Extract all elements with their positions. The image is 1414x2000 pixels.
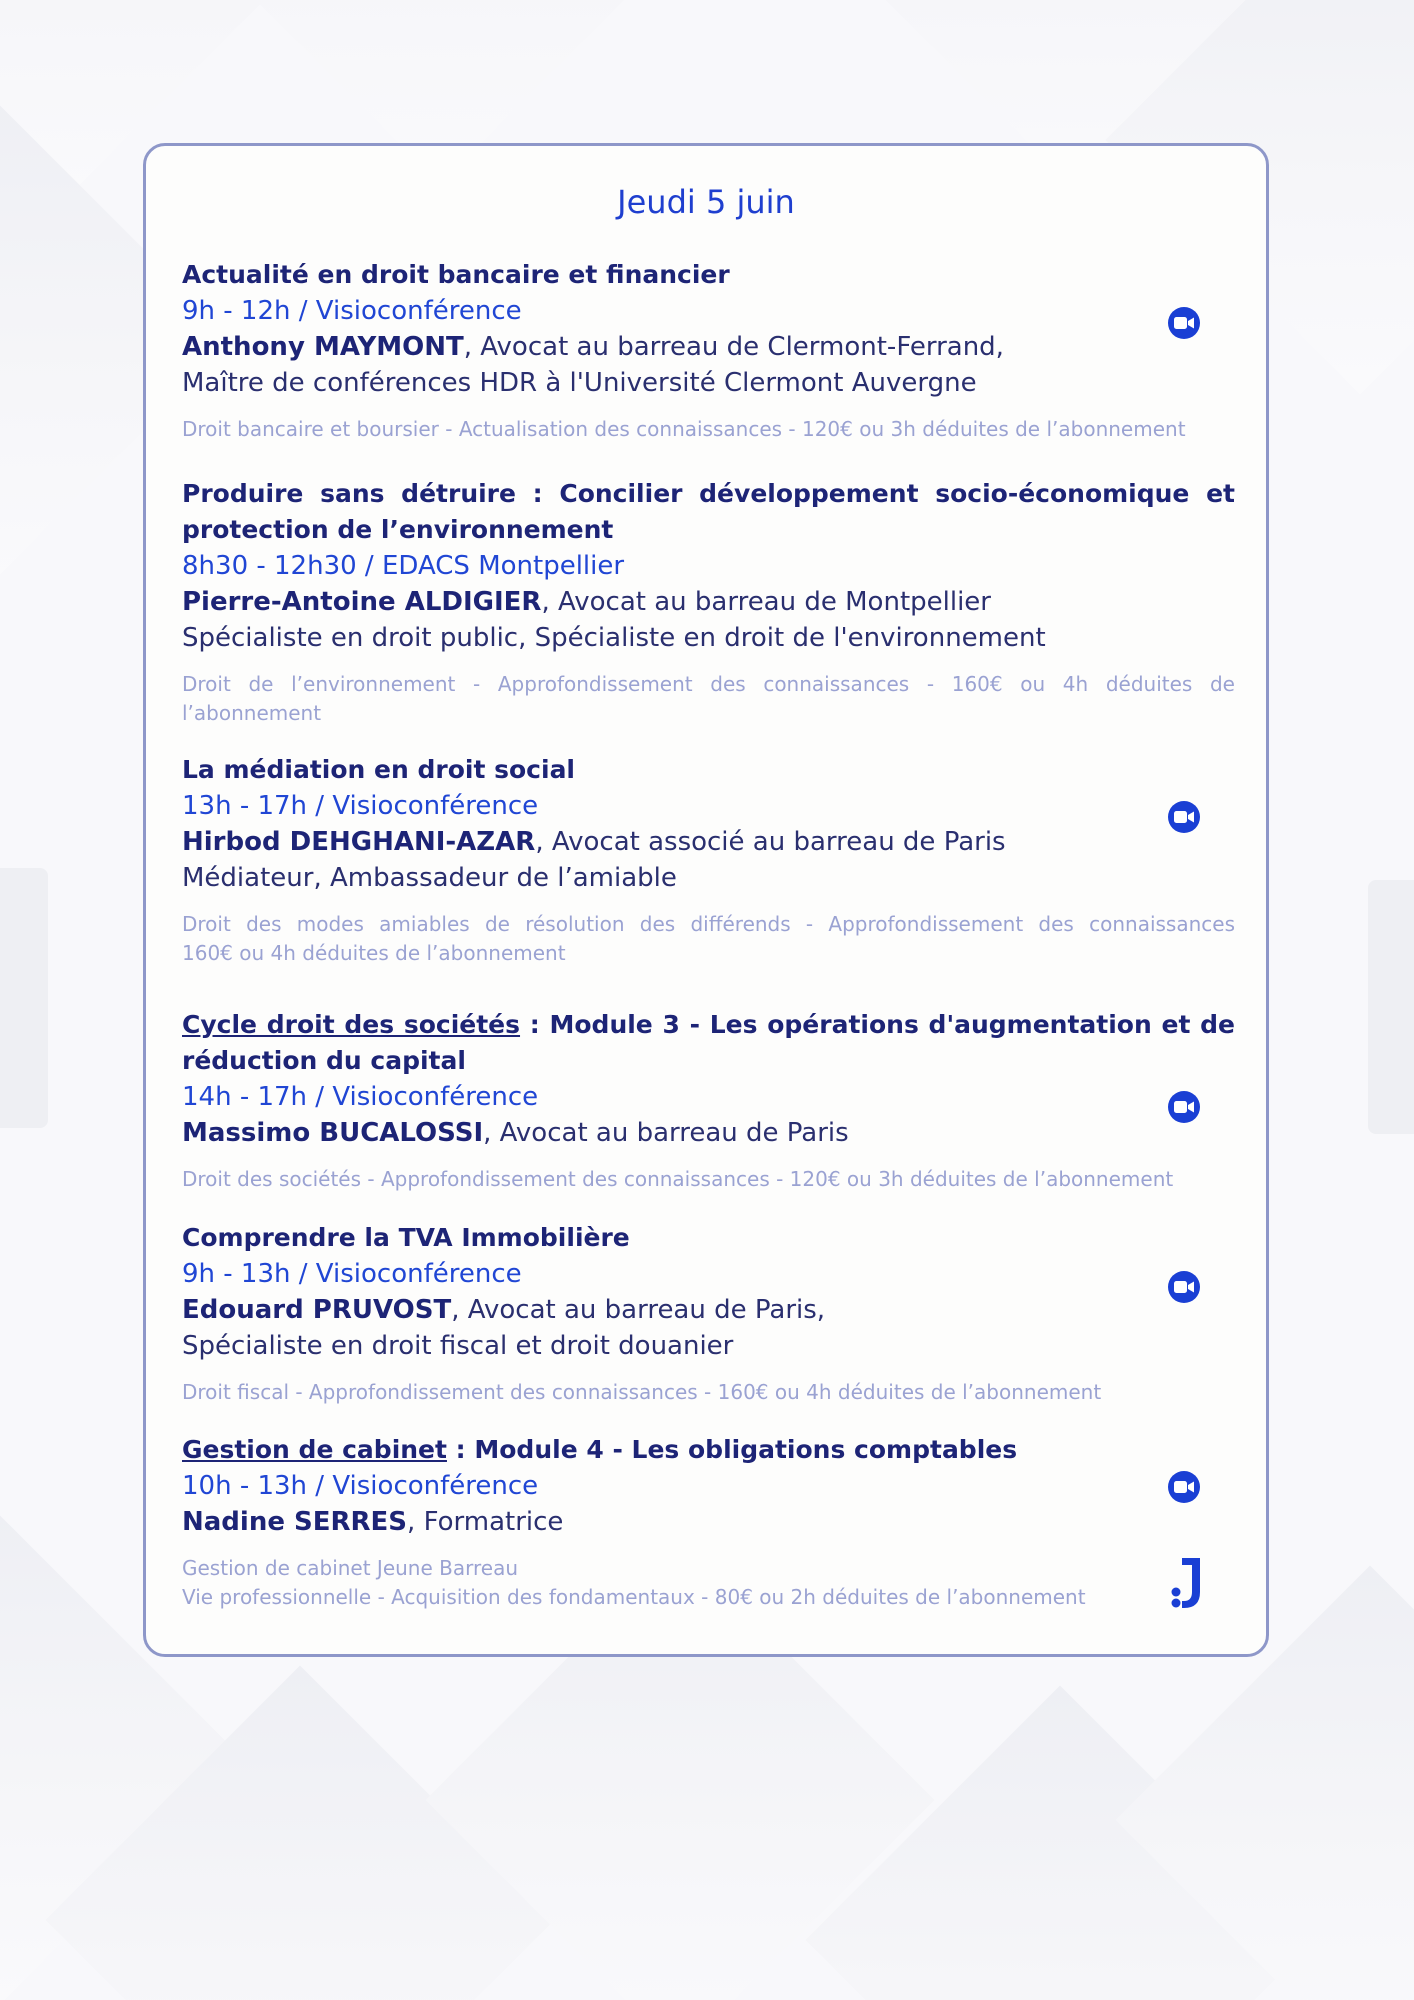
session-speaker xyxy=(182,1292,1235,1328)
session-meta-line: Gestion de cabinet Jeune Barreau xyxy=(182,1556,519,1580)
video-camera-icon xyxy=(1168,1271,1200,1303)
session-speaker xyxy=(182,1504,1235,1540)
session-title xyxy=(182,1007,1235,1079)
session-title: Produire sans détruire : Concilier développement socio-économique et protection de l’environnement xyxy=(182,479,1235,544)
schedule-card xyxy=(143,143,1269,1657)
jeune-barreau-j-icon xyxy=(1160,1554,1212,1610)
session-5 xyxy=(182,1220,1235,1407)
session-speaker xyxy=(182,1115,1235,1151)
video-camera-icon xyxy=(1168,801,1200,833)
speaker-role: , Avocat au barreau de Montpellier xyxy=(541,587,991,617)
speaker-role: , Avocat au barreau de Clermont-Ferrand, xyxy=(463,332,1004,362)
speaker-name: Edouard PRUVOST xyxy=(182,1295,452,1325)
video-camera-icon xyxy=(1168,1471,1200,1503)
session-time: 9h - 13h / Visioconférence xyxy=(182,1259,522,1289)
speaker-details: Spécialiste en droit fiscal et droit douanier xyxy=(182,1331,734,1361)
speaker-role: , Avocat au barreau de Paris, xyxy=(451,1295,826,1325)
right-side-tab xyxy=(1368,880,1414,1134)
session-time: 13h - 17h / Visioconférence xyxy=(182,791,539,821)
session-6 xyxy=(182,1432,1235,1612)
day-title: Jeudi 5 juin xyxy=(617,183,795,221)
cycle-link[interactable]: Cycle droit des sociétés xyxy=(182,1010,521,1039)
session-title-rest: : Module 3 - Les opérations d'augmentation et de réduction du capital xyxy=(182,1010,1236,1075)
session-title: Comprendre la TVA Immobilière xyxy=(182,1223,630,1252)
session-3 xyxy=(182,752,1235,968)
speaker-role: , Avocat au barreau de Paris xyxy=(483,1118,849,1148)
session-title: Actualité en droit bancaire et financier xyxy=(182,260,730,289)
session-time: 8h30 - 12h30 / EDACS Montpellier xyxy=(182,551,625,581)
session-title xyxy=(182,1432,1235,1468)
session-speaker xyxy=(182,329,1235,365)
session-1 xyxy=(182,257,1235,444)
video-camera-icon xyxy=(1168,1091,1200,1123)
speaker-details: Maître de conférences HDR à l'Université Clermont Auvergne xyxy=(182,368,977,398)
speaker-details: Médiateur, Ambassadeur de l’amiable xyxy=(182,863,677,893)
session-meta-line: Vie professionnelle - Acquisition des fondamentaux - 80€ ou 2h déduites de l’abonnement xyxy=(182,1585,1086,1609)
session-meta: Droit bancaire et boursier - Actualisation des connaissances - 120€ ou 3h déduites de l’abonnement xyxy=(182,417,1186,441)
session-speaker xyxy=(182,824,1235,860)
session-meta xyxy=(182,910,1235,939)
cycle-link[interactable]: Gestion de cabinet xyxy=(182,1435,447,1464)
session-time: 9h - 12h / Visioconférence xyxy=(182,296,522,326)
speaker-name: Nadine SERRES xyxy=(182,1507,408,1537)
video-camera-icon xyxy=(1168,307,1200,339)
speaker-name: Massimo BUCALOSSI xyxy=(182,1118,484,1148)
session-time: 10h - 13h / Visioconférence xyxy=(182,1471,539,1501)
session-2 xyxy=(182,476,1235,728)
session-speaker xyxy=(182,584,1235,620)
speaker-role: , Avocat associé au barreau de Paris xyxy=(535,827,1006,857)
session-meta: Droit fiscal - Approfondissement des connaissances - 160€ ou 4h déduites de l’abonnement xyxy=(182,1380,1102,1404)
session-time: 14h - 17h / Visioconférence xyxy=(182,1082,539,1112)
session-4 xyxy=(182,1007,1235,1194)
speaker-name: Hirbod DEHGHANI-AZAR xyxy=(182,827,536,857)
speaker-name: Anthony MAYMONT xyxy=(182,332,464,362)
session-meta: Droit de l’environnement - Approfondissement des connaissances - 160€ ou 4h déduites de l’abonnement xyxy=(182,672,1235,725)
speaker-name: Pierre-Antoine ALDIGIER xyxy=(182,587,542,617)
session-title-rest: : Module 4 - Les obligations comptables xyxy=(446,1435,1018,1464)
session-title: La médiation en droit social xyxy=(182,755,576,784)
session-meta-line: 160€ ou 4h déduites de l’abonnement xyxy=(182,941,566,965)
left-side-tab xyxy=(0,868,48,1128)
session-meta: Droit des sociétés - Approfondissement des connaissances - 120€ ou 3h déduites de l’abonnement xyxy=(182,1167,1174,1191)
speaker-details: Spécialiste en droit public, Spécialiste en droit de l'environnement xyxy=(182,623,1046,653)
speaker-role: , Formatrice xyxy=(407,1507,564,1537)
session-meta-line: Droit des modes amiables de résolution des différends - Approfondissement des connaissances xyxy=(182,912,1235,936)
